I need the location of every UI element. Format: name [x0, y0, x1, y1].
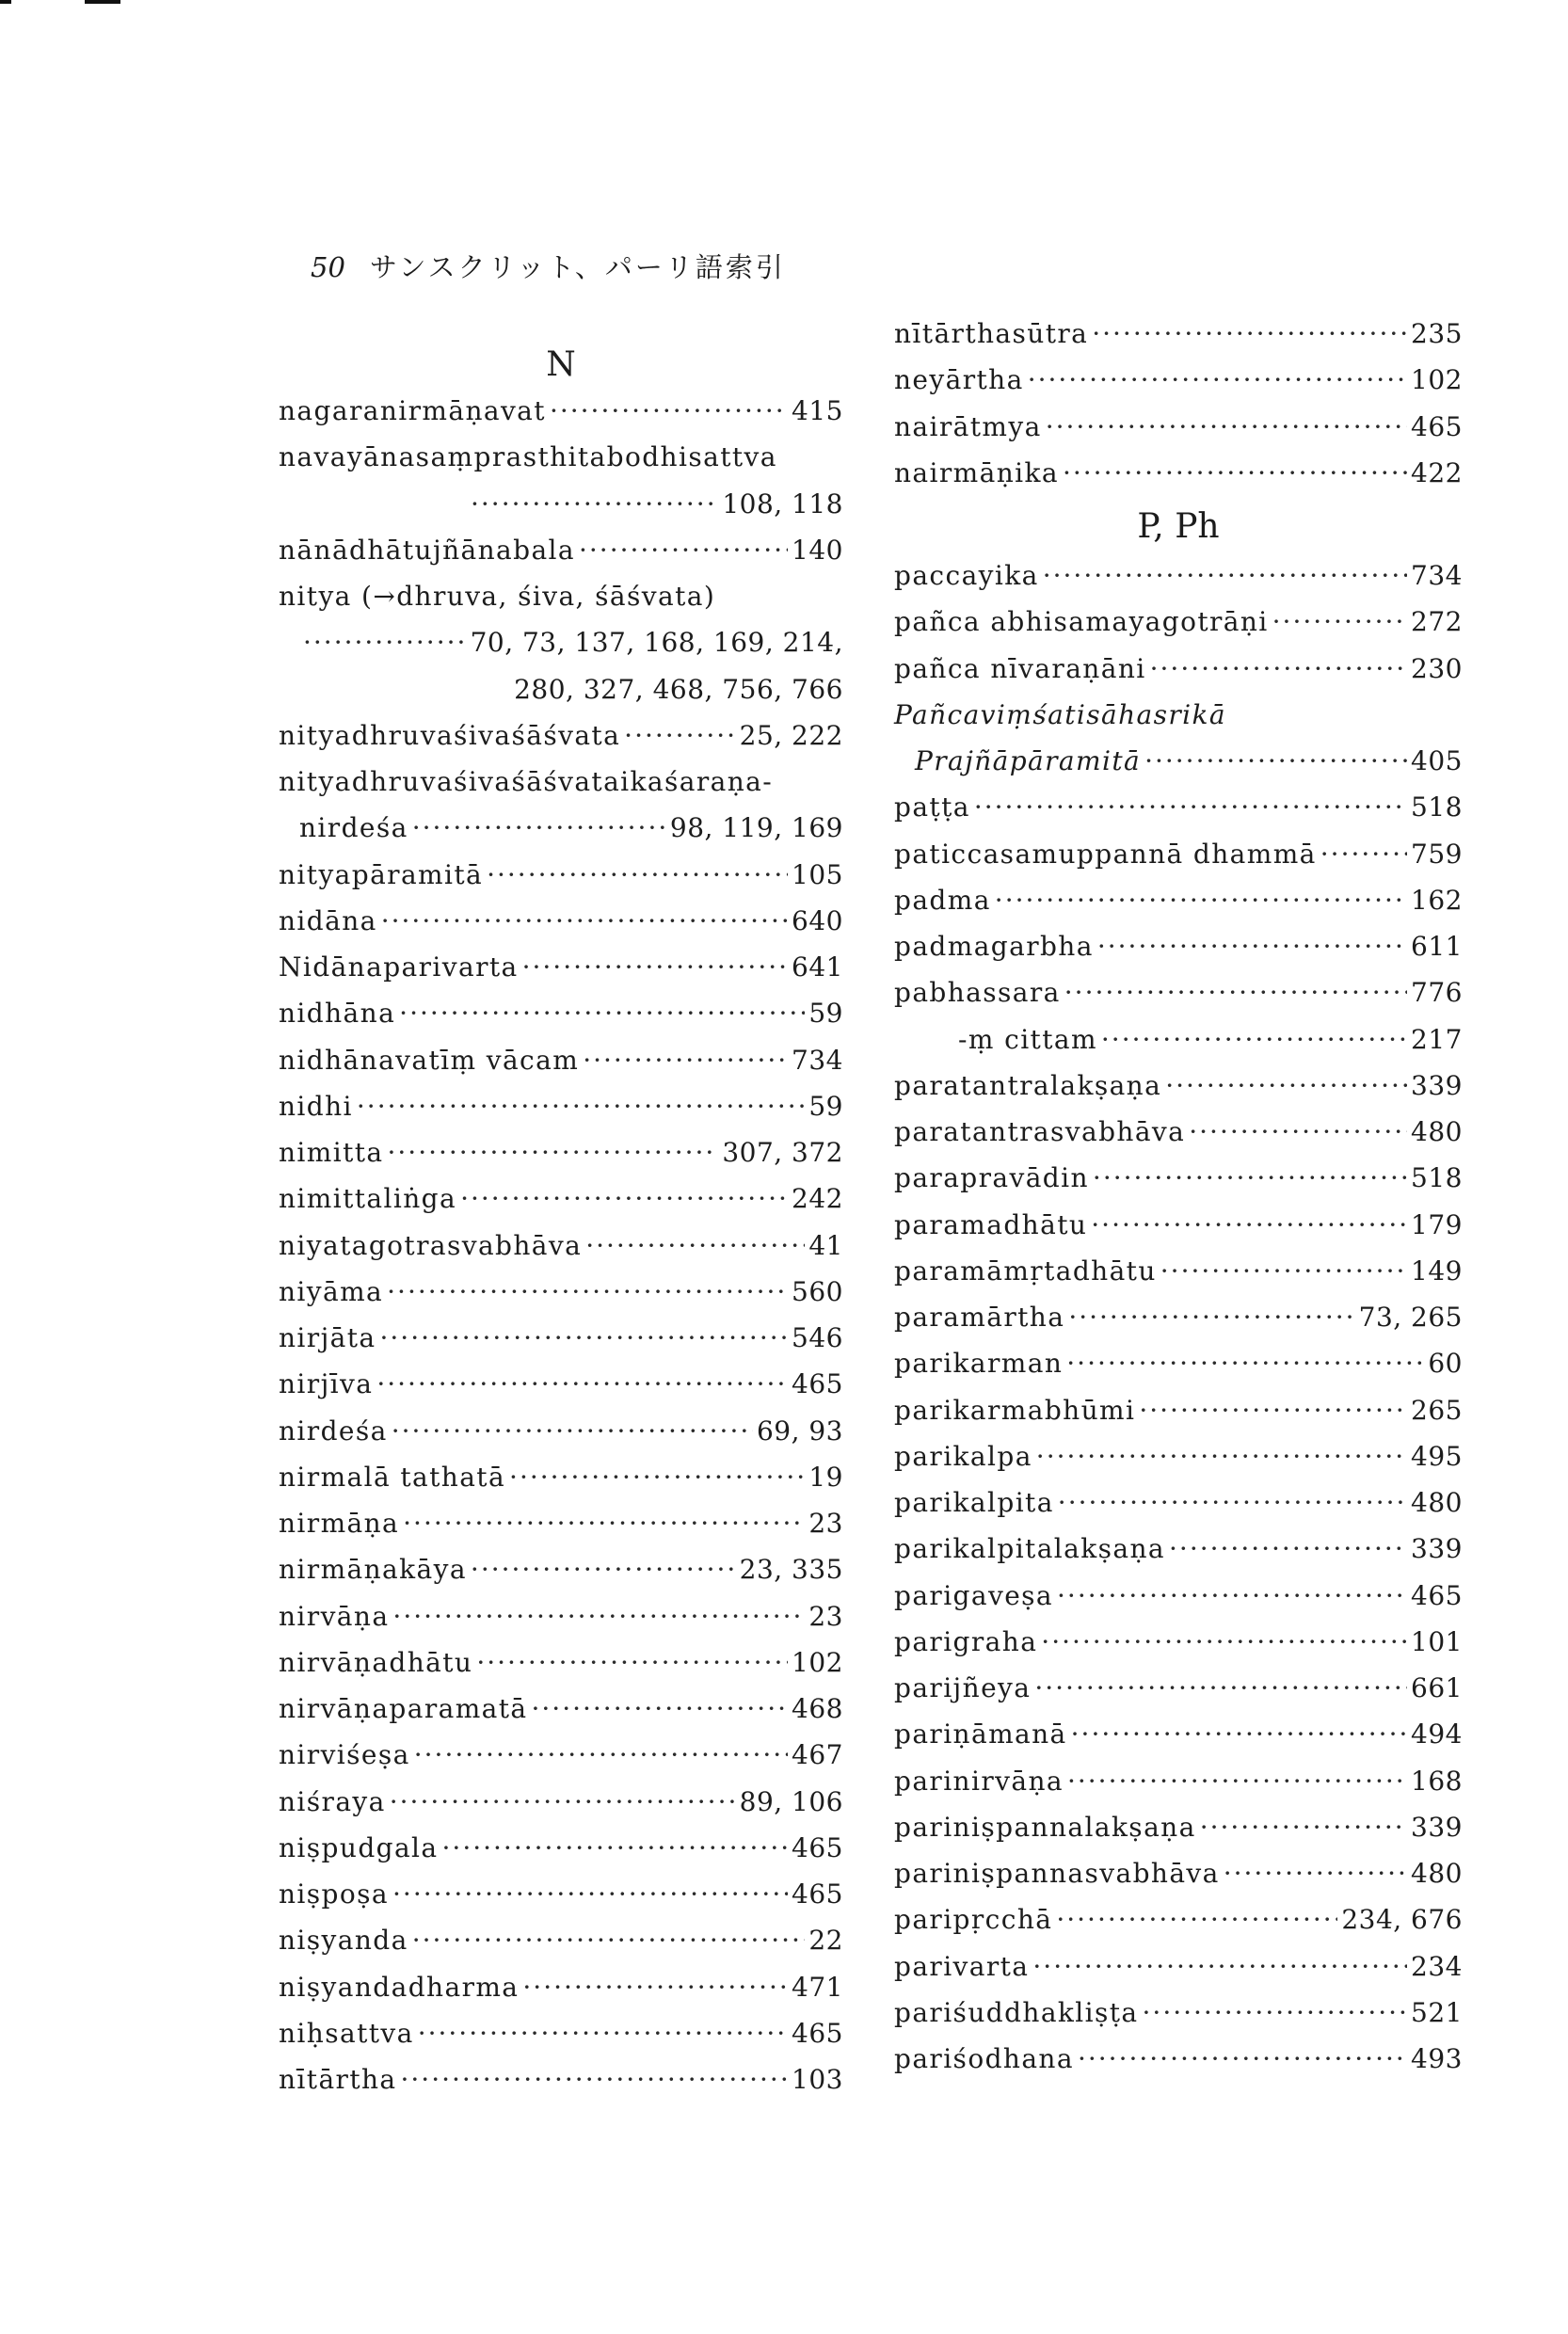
- entry-pages: 465: [792, 1878, 843, 1910]
- entry-pages: 73, 265: [1358, 1302, 1463, 1333]
- index-entry: [279, 573, 843, 619]
- entry-term: parikalpitalakṣaṇa: [894, 1533, 1166, 1565]
- entry-pages: 179: [1411, 1208, 1463, 1240]
- entry-pages: 22: [808, 1925, 843, 1957]
- index-entry: [894, 1943, 1463, 1990]
- entry-term: paṭṭa: [894, 791, 970, 823]
- index-entry: [279, 898, 843, 944]
- index-entry: [894, 1526, 1463, 1572]
- entry-term: nirvāṇadhātu: [279, 1646, 473, 1678]
- entry-pages: 235: [1411, 318, 1463, 349]
- entry-term: Nidānaparivarta: [279, 951, 519, 983]
- index-entry-subentry: [894, 1016, 1463, 1063]
- index-entry: [279, 1593, 843, 1639]
- entry-pages: 465: [792, 1831, 843, 1863]
- entry-term: pañca abhisamayagotrāṇi: [894, 606, 1269, 638]
- entry-term: nirjāta: [279, 1322, 376, 1353]
- entry-pages: 776: [1411, 977, 1463, 1009]
- index-entry: [279, 1083, 843, 1129]
- entry-pages: 465: [1411, 410, 1463, 442]
- index-entry: [894, 1202, 1463, 1248]
- entry-term: nairmāṇika: [894, 456, 1059, 488]
- index-entry: [894, 1340, 1463, 1386]
- entry-pages: 405: [1411, 745, 1463, 776]
- index-entry: [894, 1155, 1463, 1201]
- entry-pages: 280, 327, 468, 756, 766: [514, 673, 843, 705]
- index-entry: [279, 1546, 843, 1592]
- entry-pages: 89, 106: [739, 1785, 843, 1817]
- entry-term: nirmāṇakāya: [279, 1554, 467, 1586]
- entry-term: parikarmabhūmi: [894, 1394, 1136, 1426]
- index-entry: [894, 2036, 1463, 2082]
- entry-term: parivarta: [894, 1950, 1030, 1982]
- entry-pages: 23: [808, 1600, 843, 1632]
- index-entry: [894, 1109, 1463, 1155]
- index-entry: [894, 1804, 1463, 1850]
- entry-term: nityadhruvaśivaśāśvata: [279, 719, 621, 751]
- index-entry: [279, 434, 843, 480]
- entry-pages: 339: [1411, 1533, 1463, 1565]
- entry-term: pabhassara: [894, 977, 1061, 1009]
- entry-term: nidhānavatīṃ vācam: [279, 1044, 580, 1076]
- entry-term: nitya (→dhruva, śiva, śāśvata): [279, 581, 716, 612]
- entry-pages: 234: [1411, 1950, 1463, 1982]
- entry-pages: 149: [1411, 1255, 1463, 1287]
- index-entry: [894, 357, 1463, 403]
- index-entry: [279, 1779, 843, 1825]
- entry-term: nidāna: [279, 904, 377, 936]
- index-entry: [279, 388, 843, 434]
- index-entry-continuation: [279, 666, 843, 712]
- index-entry: [279, 1408, 843, 1454]
- entry-pages: 640: [792, 904, 843, 936]
- entry-pages: 140: [792, 534, 843, 566]
- index-entry: [279, 1454, 843, 1500]
- entry-pages: 422: [1411, 456, 1463, 488]
- entry-term: pariṇāmanā: [894, 1719, 1067, 1750]
- index-entry: [279, 1917, 843, 1963]
- entry-term: nidhāna: [279, 998, 396, 1030]
- index-entry: [894, 1294, 1463, 1340]
- entry-pages: 467: [792, 1739, 843, 1771]
- index-entry: [279, 1825, 843, 1871]
- entry-term: niṣpudgala: [279, 1831, 439, 1863]
- scan-corner-mark: [0, 0, 122, 6]
- entry-pages: 59: [808, 1090, 843, 1122]
- index-entry: [894, 1433, 1463, 1479]
- entry-pages: 23, 335: [739, 1554, 843, 1586]
- entry-term: padmagarbha: [894, 931, 1094, 962]
- entry-term: paramadhātu: [894, 1208, 1088, 1240]
- entry-pages: 272: [1411, 606, 1463, 638]
- entry-term: parigaveṣa: [894, 1579, 1054, 1611]
- entry-pages: 25, 222: [739, 719, 843, 751]
- index-entry: [279, 1315, 843, 1361]
- entry-term: nirmāṇa: [279, 1508, 400, 1539]
- entry-term: parinirvāṇa: [894, 1765, 1064, 1797]
- running-title: サンスクリット、パーリ語索引: [369, 251, 786, 283]
- entry-pages: 103: [792, 2064, 843, 2095]
- entry-pages: 102: [792, 1646, 843, 1678]
- entry-pages: 102: [1411, 364, 1463, 396]
- entry-pages: 480: [1411, 1116, 1463, 1147]
- entry-pages: 105: [792, 858, 843, 890]
- entry-term: navayānasaṃprasthitabodhisattva: [279, 441, 777, 473]
- entry-term: parikarman: [894, 1348, 1064, 1380]
- entry-pages: 101: [1411, 1625, 1463, 1657]
- entry-term: nānādhātujñānabala: [279, 534, 575, 566]
- entry-pages: 339: [1411, 1069, 1463, 1101]
- entry-pages: 495: [1411, 1440, 1463, 1472]
- entry-pages: 560: [792, 1275, 843, 1307]
- entry-term: Pañcaviṃśatisāhasrikā: [894, 698, 1226, 730]
- index-entry: [279, 712, 843, 759]
- entry-pages: 518: [1411, 791, 1463, 823]
- entry-term: pariniṣpannasvabhāva: [894, 1858, 1220, 1889]
- entry-term: nimitta: [279, 1137, 384, 1168]
- index-entry: [894, 450, 1463, 496]
- entry-pages: 217: [1411, 1023, 1463, 1055]
- entry-term: Prajñāpāramitā: [915, 745, 1142, 776]
- index-entry: [894, 831, 1463, 877]
- entry-pages: 661: [1411, 1672, 1463, 1703]
- entry-term: niṣyandadharma: [279, 1971, 520, 2003]
- entry-term: paccayika: [894, 560, 1039, 591]
- index-entry-continuation: [279, 619, 843, 665]
- entry-term: nirviśeṣa: [279, 1739, 410, 1771]
- entry-term: nirdeśa: [299, 812, 408, 844]
- entry-pages: 546: [792, 1322, 843, 1353]
- entry-pages: 242: [792, 1183, 843, 1215]
- index-entry: [279, 944, 843, 990]
- index-entry: [894, 692, 1463, 738]
- index-entry: [279, 1037, 843, 1083]
- index-entry: [894, 1665, 1463, 1711]
- entry-pages: 759: [1411, 838, 1463, 870]
- entry-pages: 480: [1411, 1858, 1463, 1889]
- entry-pages: 734: [1411, 560, 1463, 591]
- index-entry: [894, 1850, 1463, 1896]
- entry-pages: 339: [1411, 1811, 1463, 1843]
- index-entry: [894, 646, 1463, 692]
- index-entry: [894, 1990, 1463, 2036]
- entry-pages: 230: [1411, 652, 1463, 684]
- index-entry: [894, 1573, 1463, 1619]
- entry-term: parigraha: [894, 1625, 1038, 1657]
- entry-pages: 493: [1411, 2043, 1463, 2074]
- entry-term: paratantralakṣaṇa: [894, 1069, 1162, 1101]
- index-entry: [894, 552, 1463, 599]
- entry-term: paramāmṛtadhātu: [894, 1255, 1157, 1287]
- entry-pages: 465: [1411, 1579, 1463, 1611]
- entry-term: neyārtha: [894, 364, 1024, 396]
- entry-term: nirvāṇaparamatā: [279, 1693, 528, 1724]
- index-column-left: [279, 311, 843, 2102]
- entry-term: paramārtha: [894, 1302, 1065, 1333]
- section-heading-p-ph: P, Ph: [1137, 507, 1220, 546]
- index-entry: [279, 2010, 843, 2056]
- entry-term: -ṃ cittam: [958, 1023, 1097, 1055]
- entry-pages: 168: [1411, 1765, 1463, 1797]
- index-entry: [279, 1871, 843, 1917]
- entry-term: nityadhruvaśivaśāśvataikaśaraṇa-: [279, 766, 774, 797]
- entry-term: niśraya: [279, 1785, 386, 1817]
- entry-term: paticcasamuppannā dhammā: [894, 838, 1317, 870]
- index-entry: [894, 923, 1463, 969]
- entry-pages: 19: [808, 1461, 843, 1493]
- entry-term: parijñeya: [894, 1672, 1032, 1703]
- entry-pages: 465: [792, 2017, 843, 2049]
- entry-term: nirjīva: [279, 1368, 374, 1400]
- entry-term: nityapāramitā: [279, 858, 484, 890]
- entry-pages: 415: [792, 395, 843, 426]
- index-entry: [279, 990, 843, 1036]
- page-number: 50: [311, 251, 345, 283]
- index-entry-continuation: [894, 738, 1463, 784]
- index-entry: [894, 1711, 1463, 1757]
- index-entry: [279, 1500, 843, 1546]
- entry-pages: 59: [808, 998, 843, 1030]
- entry-pages: 69, 93: [756, 1415, 843, 1447]
- entry-term: nagaranirmāṇavat: [279, 395, 546, 426]
- index-entry: [894, 1619, 1463, 1665]
- entry-pages: 265: [1411, 1394, 1463, 1426]
- entry-pages: 471: [792, 1971, 843, 2003]
- index-entry: [894, 404, 1463, 450]
- entry-term: niṣpoṣa: [279, 1878, 390, 1910]
- entry-pages: 98, 119, 169: [669, 812, 843, 844]
- entry-pages: 468: [792, 1693, 843, 1724]
- index-entry: [279, 1175, 843, 1222]
- index-entry: [279, 759, 843, 805]
- entry-term: niṣyanda: [279, 1925, 408, 1957]
- entry-term: parapravādin: [894, 1162, 1089, 1194]
- index-entry: [279, 1223, 843, 1269]
- entry-pages: 465: [792, 1368, 843, 1400]
- index-entry: [894, 784, 1463, 830]
- index-entry: [894, 1896, 1463, 1942]
- index-entry: [279, 1732, 843, 1778]
- entry-term: pañca nīvaraṇāni: [894, 652, 1146, 684]
- index-entry: [894, 1387, 1463, 1433]
- index-entry-continuation: [279, 481, 843, 527]
- entry-pages: 734: [792, 1044, 843, 1076]
- entry-pages: 494: [1411, 1719, 1463, 1750]
- entry-term: nirdeśa: [279, 1415, 388, 1447]
- entry-pages: 307, 372: [722, 1137, 843, 1168]
- entry-pages: 60: [1428, 1348, 1463, 1380]
- entry-term: nairātmya: [894, 410, 1042, 442]
- entry-term: niyāma: [279, 1275, 384, 1307]
- entry-term: padma: [894, 884, 991, 916]
- index-entry: [279, 1964, 843, 2010]
- entry-term: nirmalā tathatā: [279, 1461, 506, 1493]
- entry-pages: 611: [1411, 931, 1463, 962]
- entry-pages: 641: [792, 951, 843, 983]
- index-entry: [279, 2056, 843, 2102]
- entry-term: pariśuddhakliṣṭa: [894, 1996, 1139, 2028]
- entry-term: paripṛcchā: [894, 1904, 1053, 1936]
- index-entry: [279, 1686, 843, 1732]
- entry-term: nimittaliṅga: [279, 1183, 457, 1215]
- index-entry: [894, 1479, 1463, 1526]
- entry-pages: 162: [1411, 884, 1463, 916]
- entry-pages: 521: [1411, 1996, 1463, 2028]
- entry-term: nidhi: [279, 1090, 353, 1122]
- index-entry: [279, 527, 843, 573]
- index-entry: [894, 311, 1463, 357]
- index-entry: [279, 1361, 843, 1407]
- index-entry: [894, 1063, 1463, 1109]
- index-column-right: [894, 311, 1463, 2082]
- entry-pages: 234, 676: [1341, 1904, 1463, 1936]
- entry-pages: 41: [808, 1229, 843, 1261]
- entry-term: pariniṣpannalakṣaṇa: [894, 1811, 1196, 1843]
- section-heading-n: N: [546, 345, 576, 384]
- entry-term: nītārthasūtra: [894, 318, 1089, 349]
- entry-term: nirvāṇa: [279, 1600, 390, 1632]
- entry-pages: 70, 73, 137, 168, 169, 214,: [470, 627, 843, 659]
- entry-term: paratantrasvabhāva: [894, 1116, 1186, 1147]
- entry-term: pariśodhana: [894, 2043, 1074, 2074]
- index-entry: [894, 877, 1463, 923]
- entry-pages: 23: [808, 1508, 843, 1539]
- index-entry: [894, 969, 1463, 1015]
- index-entry-continuation: [279, 805, 843, 851]
- entry-term: parikalpa: [894, 1440, 1032, 1472]
- entry-term: nītārtha: [279, 2064, 397, 2095]
- entry-term: parikalpita: [894, 1487, 1054, 1518]
- entry-term: niyatagotrasvabhāva: [279, 1229, 583, 1261]
- page-header: [311, 247, 786, 285]
- entry-pages: 108, 118: [722, 488, 843, 520]
- entry-pages: 480: [1411, 1487, 1463, 1518]
- index-entry: [894, 1758, 1463, 1804]
- entry-term: niḥsattva: [279, 2017, 414, 2049]
- index-entry: [279, 1639, 843, 1686]
- index-entry: [279, 852, 843, 898]
- index-entry: [894, 1248, 1463, 1294]
- index-entry: [279, 1129, 843, 1175]
- index-entry: [279, 1269, 843, 1315]
- entry-pages: 518: [1411, 1162, 1463, 1194]
- index-entry: [894, 599, 1463, 645]
